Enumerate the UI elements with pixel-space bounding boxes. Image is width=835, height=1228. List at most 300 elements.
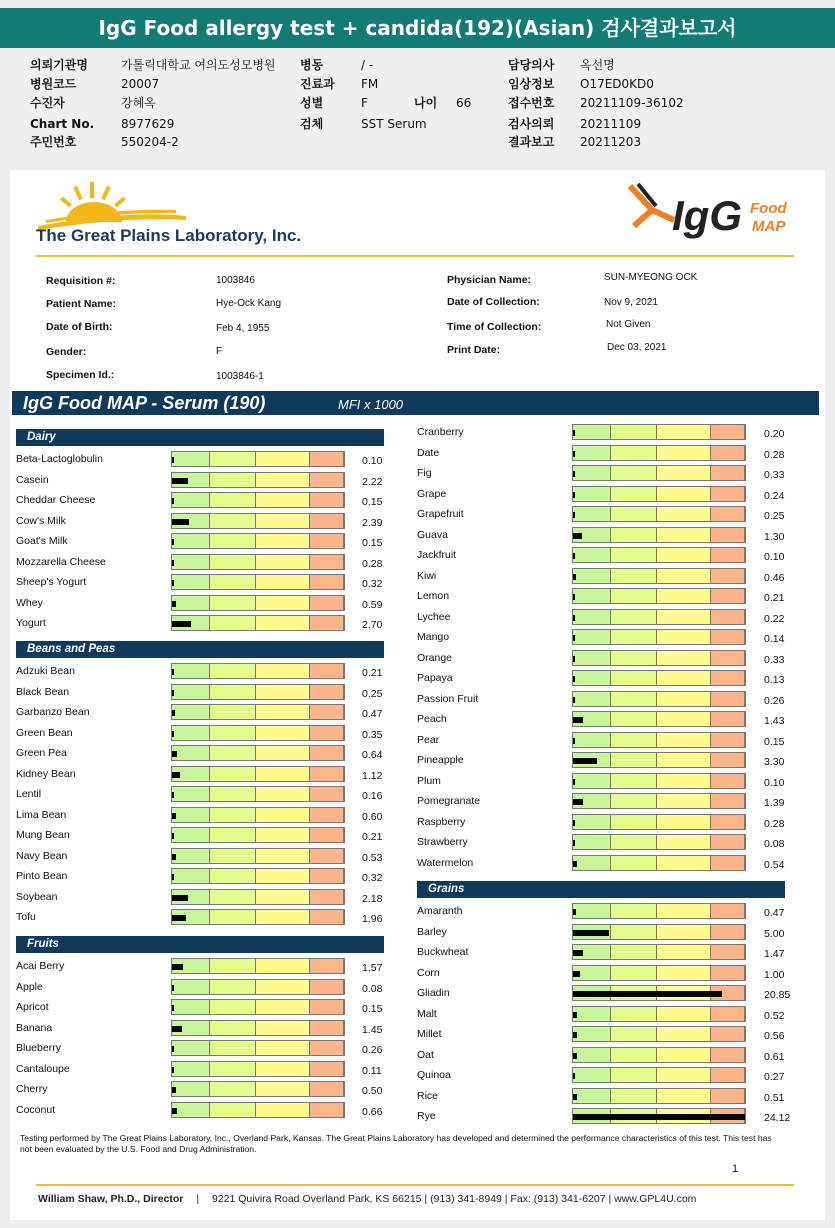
food-name: Plum: [417, 775, 441, 787]
meta-label: 병동: [300, 58, 324, 72]
bar-segment: [611, 1068, 657, 1082]
food-value: 20.85: [764, 989, 791, 1001]
bar-segment: [657, 1089, 710, 1103]
food-bar: [572, 547, 746, 563]
bar-segment: [711, 528, 745, 542]
meta-value: 20211109-36102: [580, 96, 684, 110]
bar-segment: [711, 487, 745, 501]
food-bar-fill: [573, 861, 577, 867]
food-row: [0, 424, 835, 442]
food-name: Soybean: [16, 891, 58, 903]
bar-segment: [611, 712, 657, 726]
bar-segment: [657, 569, 710, 583]
food-bar: [572, 609, 746, 625]
bar-segment: [573, 733, 611, 747]
bar-segment: [711, 733, 745, 747]
food-value: 0.52: [764, 1010, 785, 1022]
meta-label: Chart No.: [30, 117, 95, 131]
bar-segment: [657, 446, 710, 460]
food-name: Lychee: [417, 611, 451, 623]
bar-segment: [711, 548, 745, 562]
food-name: Lentil: [16, 788, 42, 800]
food-row: [0, 1026, 835, 1044]
food-row: [0, 650, 835, 668]
food-bar-fill: [573, 635, 575, 641]
bar-segment: [573, 651, 611, 665]
food-bar-fill: [573, 909, 576, 915]
food-bar: [572, 629, 746, 645]
food-bar: [572, 486, 746, 502]
food-value: 2.39: [362, 517, 383, 529]
bar-segment: [573, 835, 611, 849]
food-bar: [572, 732, 746, 748]
bar-segment: [573, 610, 611, 624]
bar-segment: [657, 1048, 710, 1062]
food-value: 0.10: [764, 777, 785, 789]
bar-segment: [711, 835, 745, 849]
food-value: 0.10: [764, 551, 785, 563]
meta-value: O17ED0KD0: [580, 77, 654, 91]
bar-segment: [711, 856, 745, 870]
bar-segment: [573, 815, 611, 829]
food-bar-fill: [573, 471, 575, 477]
patient-value: 1003846-1: [216, 371, 264, 382]
food-name: Adzuki Bean: [16, 665, 75, 677]
food-row: [0, 486, 835, 504]
food-value: 0.28: [362, 558, 383, 570]
food-map-title-bar: [12, 391, 819, 415]
food-name: Pear: [417, 734, 440, 746]
food-bar: [572, 568, 746, 584]
food-name: Cranberry: [417, 426, 464, 438]
bar-segment: [611, 753, 657, 767]
food-value: 0.54: [764, 859, 785, 871]
bar-segment: [573, 466, 611, 480]
food-value: 2.70: [362, 619, 383, 631]
bar-segment: [657, 835, 710, 849]
physician-label: Date of Collection:: [447, 296, 540, 308]
map-logo-text: MAP: [752, 218, 786, 235]
section-header: Fruits: [16, 936, 384, 953]
food-name: Buckwheat: [417, 946, 469, 958]
food-bar: [572, 1006, 746, 1022]
food-name: Quinoa: [417, 1069, 451, 1081]
food-value: 0.27: [764, 1071, 785, 1083]
food-value: 0.16: [362, 790, 383, 802]
section-header: Beans and Peas: [16, 641, 384, 658]
bar-segment: [573, 548, 611, 562]
food-value: 1.57: [362, 962, 383, 974]
bar-segment: [611, 945, 657, 959]
physician-label: Physician Name:: [447, 274, 532, 286]
food-row: [0, 568, 835, 586]
bar-segment: [573, 446, 611, 460]
bar-segment: [711, 630, 745, 644]
food-bar: [572, 1026, 746, 1042]
bar-segment: [711, 610, 745, 624]
bar-segment: [611, 630, 657, 644]
food-bar-fill: [573, 492, 575, 498]
bar-segment: [573, 856, 611, 870]
food-name: Acai Berry: [16, 960, 65, 972]
food-name: Whey: [16, 597, 43, 609]
igg-logo-text: IgG: [672, 192, 742, 239]
report-header-title: IgG Food allergy test + candida(192)(Asian) 검사결과보고서: [98, 16, 737, 40]
food-row: [0, 965, 835, 983]
food-bar-fill: [573, 991, 722, 997]
food-name: Blueberry: [16, 1042, 61, 1054]
patient-label: Date of Birth:: [46, 321, 113, 333]
food-value: 0.15: [362, 537, 383, 549]
food-name: Mung Bean: [16, 829, 70, 841]
bar-segment: [711, 1048, 745, 1062]
food-bar: [572, 527, 746, 543]
food-row: [0, 506, 835, 524]
bar-segment: [611, 815, 657, 829]
food-value: 0.26: [362, 1044, 383, 1056]
food-name: Millet: [417, 1028, 442, 1040]
food-row: [0, 814, 835, 832]
food-value: 0.46: [764, 572, 785, 584]
food-row: [0, 670, 835, 688]
meta-value: 66: [456, 96, 472, 110]
food-bar: [572, 793, 746, 809]
bar-segment: [711, 1068, 745, 1082]
page-number: 1: [732, 1163, 739, 1175]
bar-segment: [657, 528, 710, 542]
food-name: Casein: [16, 474, 49, 486]
footer: [38, 1193, 696, 1205]
food-bar: [572, 1067, 746, 1083]
food-map-unit: MFI x 1000: [338, 397, 404, 412]
meta-value: 20007: [121, 77, 160, 91]
bar-segment: [573, 1068, 611, 1082]
bar-segment: [657, 692, 710, 706]
bar-segment: [711, 712, 745, 726]
food-name: Apricot: [16, 1001, 49, 1013]
bar-segment: [611, 466, 657, 480]
food-bar: [572, 985, 746, 1001]
food-bar: [572, 506, 746, 522]
food-name: Pineapple: [417, 754, 464, 766]
food-bar: [572, 944, 746, 960]
bar-segment: [657, 610, 710, 624]
bar-segment: [611, 446, 657, 460]
bar-segment: [657, 1027, 710, 1041]
food-bar-fill: [573, 1073, 575, 1079]
bar-segment: [657, 856, 710, 870]
food-value: 0.15: [362, 496, 383, 508]
food-value: 0.50: [362, 1085, 383, 1097]
food-value: 2.18: [362, 893, 383, 905]
food-value: 0.13: [764, 674, 785, 686]
food-name: Passion Fruit: [417, 693, 479, 705]
food-value: 0.35: [362, 729, 383, 741]
food-value: 0.22: [764, 613, 785, 625]
food-bar-fill: [573, 820, 575, 826]
food-name: Tofu: [16, 911, 36, 923]
meta-label: 접수번호: [508, 96, 555, 110]
patient-label: Requisition #:: [46, 275, 116, 287]
section-header: Grains: [417, 881, 785, 898]
meta-label: 성별: [300, 96, 324, 110]
food-value: 1.47: [764, 948, 785, 960]
bar-segment: [573, 1048, 611, 1062]
food-name: Kiwi: [417, 570, 437, 582]
food-name: Banana: [16, 1022, 53, 1034]
bar-segment: [573, 692, 611, 706]
bar-segment: [657, 733, 710, 747]
food-bar-fill: [573, 512, 575, 518]
food-value: 0.32: [362, 578, 383, 590]
bar-segment: [657, 589, 710, 603]
food-row: [0, 732, 835, 750]
food-name: Lemon: [417, 590, 450, 602]
food-name: Navy Bean: [16, 850, 68, 862]
food-bar: [572, 1088, 746, 1104]
bar-segment: [611, 548, 657, 562]
food-value: 0.64: [362, 749, 383, 761]
food-name: Grapefruit: [417, 508, 464, 520]
bar-segment: [711, 753, 745, 767]
food-value: 0.20: [764, 428, 785, 440]
meta-value: FM: [361, 77, 379, 91]
bar-segment: [711, 1007, 745, 1021]
food-row: [0, 855, 835, 873]
food-value: 0.51: [764, 1092, 785, 1104]
food-name: Cheddar Cheese: [16, 494, 96, 506]
bar-segment: [573, 904, 611, 918]
food-bar: [572, 965, 746, 981]
food-value: 1.45: [362, 1024, 383, 1036]
bar-segment: [611, 589, 657, 603]
footer-divider: [36, 1184, 794, 1186]
food-row: [0, 547, 835, 565]
food-bar-fill: [573, 1053, 577, 1059]
food-bar: [572, 834, 746, 850]
food-name: Rice: [417, 1090, 439, 1102]
food-bar: [572, 650, 746, 666]
bar-segment: [711, 671, 745, 685]
food-name: Apple: [16, 981, 43, 993]
food-name: Corn: [417, 967, 440, 979]
bar-segment: [310, 890, 344, 904]
food-bar: [572, 773, 746, 789]
bar-segment: [711, 425, 745, 439]
food-bar-fill: [573, 840, 575, 846]
food-value: 0.15: [764, 736, 785, 748]
bar-segment: [611, 1027, 657, 1041]
bar-segment: [711, 815, 745, 829]
disclaimer-text: Testing performed by The Great Plains Laboratory, Inc., Overland Park, Kansas. The Great Plains Laboratory has developed and determined the performance characteristics of this test. This test has not been evaluated by the U.S. Food and Drug Administration.: [20, 1133, 772, 1154]
food-bar: [572, 1108, 746, 1124]
food-value: 0.24: [764, 490, 785, 502]
food-bar-fill: [573, 615, 575, 621]
bar-segment: [657, 507, 710, 521]
bar-segment: [611, 692, 657, 706]
food-name: Sheep's Yogurt: [16, 576, 87, 588]
footer-address: 9221 Quivira Road Overland Park, KS 66215 | (913) 341-8949 | Fax: (913) 341-6207 | www.GPL4U.com: [211, 1193, 697, 1205]
food-row: [0, 834, 835, 852]
bar-segment: [657, 753, 710, 767]
bar-segment: [711, 774, 745, 788]
food-value: 0.10: [362, 455, 383, 467]
bar-segment: [611, 733, 657, 747]
physician-value: Not Given: [606, 319, 651, 330]
food-name: Garbanzo Bean: [16, 706, 90, 718]
patient-value: 1003846: [216, 275, 255, 286]
bar-segment: [711, 507, 745, 521]
food-bar-fill: [573, 1032, 577, 1038]
food-value: 0.21: [362, 831, 383, 843]
bar-segment: [657, 671, 710, 685]
food-bar-fill: [573, 1114, 745, 1120]
food-value: 0.21: [764, 592, 785, 604]
bar-segment: [573, 507, 611, 521]
food-bar-fill: [573, 676, 575, 682]
bar-segment: [657, 630, 710, 644]
meta-label: 결과보고: [508, 135, 555, 149]
bar-segment: [611, 774, 657, 788]
patient-label: Specimen Id.:: [46, 369, 115, 381]
food-value: 0.08: [764, 838, 785, 850]
food-bar-fill: [573, 758, 597, 764]
bar-segment: [657, 925, 710, 939]
bar-segment: [573, 774, 611, 788]
bar-segment: [711, 692, 745, 706]
food-row: [0, 1067, 835, 1085]
patient-value: Feb 4, 1955: [216, 323, 270, 334]
food-row: [0, 793, 835, 811]
bar-segment: [711, 446, 745, 460]
bar-segment: [657, 945, 710, 959]
bar-segment: [657, 548, 710, 562]
bar-segment: [611, 1089, 657, 1103]
physician-value: SUN-MYEONG OCK: [604, 272, 698, 283]
food-name: Orange: [417, 652, 453, 664]
food-row: [0, 752, 835, 770]
meta-label: 검체: [300, 117, 324, 131]
food-value: 0.61: [764, 1051, 785, 1063]
bar-segment: [711, 651, 745, 665]
bar-segment: [573, 1007, 611, 1021]
food-row: [0, 985, 835, 1003]
food-bar-fill: [573, 430, 575, 436]
food-value: 0.66: [362, 1106, 383, 1118]
food-name: Coconut: [16, 1104, 56, 1116]
food-value: 1.00: [764, 969, 785, 981]
meta-value: 20211203: [580, 135, 642, 149]
bar-segment: [611, 487, 657, 501]
food-value: 0.32: [362, 872, 383, 884]
food-bar-fill: [573, 656, 575, 662]
meta-label: 의뢰기관명: [30, 58, 88, 72]
food-value: 0.56: [764, 1030, 785, 1042]
food-bar: [572, 752, 746, 768]
report-title-bar: [0, 8, 835, 48]
food-bar-fill: [573, 779, 575, 785]
food-value: 0.25: [362, 688, 383, 700]
food-name: Black Bean: [16, 686, 70, 698]
bar-segment: [657, 466, 710, 480]
food-bar-fill: [573, 717, 583, 723]
food-name: Gliadin: [417, 987, 450, 999]
food-value: 1.43: [764, 715, 785, 727]
food-name: Peach: [417, 713, 447, 725]
food-row: [0, 711, 835, 729]
meta-value: 550204-2: [121, 135, 179, 149]
food-row: [0, 773, 835, 791]
footer-separator: |: [196, 1193, 200, 1205]
food-row: [0, 445, 835, 463]
patient-label: Gender:: [46, 346, 87, 358]
bar-segment: [573, 425, 611, 439]
bar-segment: [256, 890, 309, 904]
food-bar-fill: [573, 697, 575, 703]
food-bar-fill: [573, 971, 580, 977]
food-bar: [572, 445, 746, 461]
food-name: Green Bean: [16, 727, 73, 739]
food-name: Grape: [417, 488, 447, 500]
food-value: 0.47: [362, 708, 383, 720]
bar-segment: [611, 507, 657, 521]
food-bar-fill: [573, 594, 575, 600]
food-value: 0.33: [764, 654, 785, 666]
meta-value: 20211109: [580, 117, 642, 131]
igg-food-map-logo: [620, 180, 800, 250]
food-value: 0.26: [764, 695, 785, 707]
food-name: Malt: [417, 1008, 437, 1020]
food-bar-fill: [573, 799, 583, 805]
food-name: Cantaloupe: [16, 1063, 70, 1075]
food-bar-fill: [172, 895, 188, 901]
food-name: Amaranth: [417, 905, 463, 917]
bar-segment: [711, 904, 745, 918]
food-row: [0, 924, 835, 942]
bar-segment: [711, 466, 745, 480]
bar-segment: [611, 794, 657, 808]
food-name: Mozzarella Cheese: [16, 556, 106, 568]
food-name: Goat's Milk: [16, 535, 68, 547]
food-row: [0, 527, 835, 545]
food-bar: [572, 924, 746, 940]
food-name: Raspberry: [417, 816, 466, 828]
footer-director: William Shaw, Ph.D., Director: [38, 1193, 184, 1205]
food-bar: [572, 855, 746, 871]
food-value: 0.53: [362, 852, 383, 864]
food-value: 0.14: [764, 633, 785, 645]
bar-segment: [711, 569, 745, 583]
food-name: Rye: [417, 1110, 436, 1122]
food-name: Mango: [417, 631, 450, 643]
bar-segment: [573, 487, 611, 501]
bar-segment: [573, 1089, 611, 1103]
food-bar: [572, 1047, 746, 1063]
bar-segment: [573, 589, 611, 603]
bar-segment: [711, 1027, 745, 1041]
bar-segment: [573, 630, 611, 644]
food-value: 2.22: [362, 476, 383, 488]
food-value: 24.12: [764, 1112, 791, 1124]
food-bar: [572, 588, 746, 604]
food-bar-fill: [573, 574, 576, 580]
physician-value: Nov 9, 2021: [604, 297, 658, 308]
meta-label: 수진자: [30, 96, 65, 110]
bar-segment: [611, 835, 657, 849]
bar-segment: [657, 712, 710, 726]
food-bar: [572, 903, 746, 919]
food-map-title: IgG Food MAP - Serum (190): [23, 393, 266, 413]
